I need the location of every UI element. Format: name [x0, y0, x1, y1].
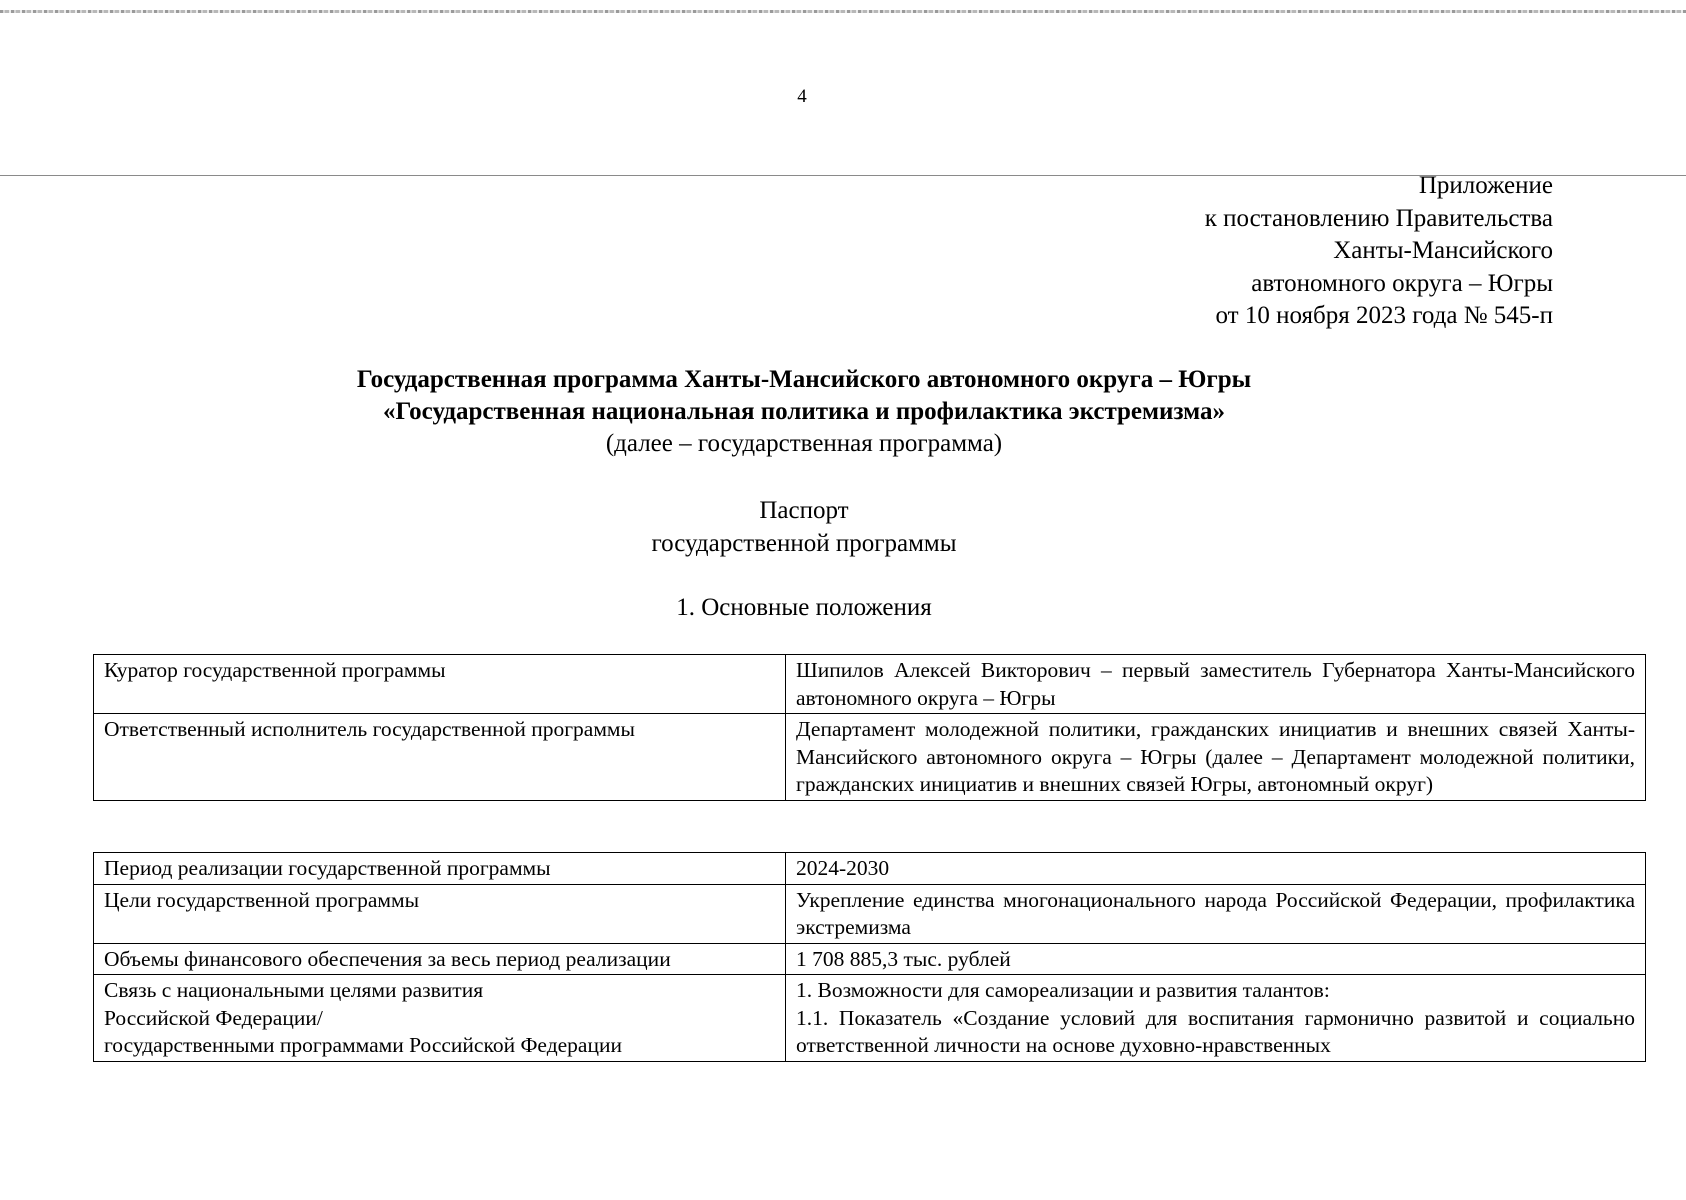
row-value-funding: 1 708 885,3 тыс. рублей [786, 943, 1646, 975]
program-title-note: (далее – государственная программа) [605, 430, 1003, 457]
program-title-line-2: «Государственная национальная политика и профилактика экстремизма» [382, 398, 1226, 425]
table-row [94, 943, 1646, 975]
passport-table-details [93, 852, 1646, 1062]
national-goals-label-line: государственными программами Российской Федерации [104, 1033, 622, 1057]
row-label-goals: Цели государственной программы [94, 884, 786, 943]
table-row [94, 884, 1646, 943]
national-goals-label-line: Российской Федерации/ [104, 1005, 323, 1030]
appendix-line: Приложение [1418, 172, 1553, 199]
row-label-national-goals [94, 975, 786, 1062]
table-row [94, 975, 1646, 1062]
row-value-period: 2024-2030 [786, 853, 1646, 885]
appendix-line: Ханты-Мансийского [1333, 237, 1553, 264]
passport-heading-line-1: Паспорт [759, 497, 849, 524]
scan-top-edge [0, 10, 1686, 13]
passport-heading-line-2: государственной программы [651, 530, 957, 557]
national-goals-value-line: 1.1. Показатель «Создание условий для воспитания гармонично развитой и социально ответственной личности на основе духовно-нравственных [796, 1005, 1635, 1057]
table-row [94, 853, 1646, 885]
appendix-line: автономного округа – Югры [1251, 269, 1553, 297]
row-value-curator: Шипилов Алексей Викторович – первый заместитель Губернатора Ханты-Мансийского автономного округа – Югры [786, 655, 1646, 714]
row-label-funding: Объемы финансового обеспечения за весь период реализации [94, 943, 786, 975]
table-row [94, 714, 1646, 801]
row-value-national-goals [786, 975, 1646, 1062]
row-value-responsible-executor: Департамент молодежной политики, гражданских инициатив и внешних связей Ханты-Мансийского автономного округа – Югры (далее – Департамент молодежной политики, гражданских инициатив и внешних связей Югры, автономный округ) [786, 714, 1646, 801]
row-value-goals: Укрепление единства многонационального народа Российской Федерации, профилактика экстремизма [786, 884, 1646, 943]
program-title [0, 364, 1608, 460]
appendix-line: от 10 ноября 2023 года № 545-п [1215, 302, 1553, 329]
row-label-curator: Куратор государственной программы [94, 655, 786, 714]
program-title-line-1: Государственная программа Ханты-Мансийского автономного округа – Югры [356, 366, 1252, 393]
national-goals-value-line: 1. Возможности для самореализации и развития талантов: [796, 978, 1330, 1002]
table-row [94, 655, 1646, 714]
national-goals-label-line: Связь с национальными целями развития [104, 978, 484, 1002]
appendix-line: к постановлению Правительства [1204, 204, 1553, 232]
row-label-period: Период реализации государственной программы [94, 853, 786, 885]
row-label-responsible-executor: Ответственный исполнитель государственной программы [94, 714, 786, 801]
appendix-block [1205, 170, 1553, 333]
passport-heading [0, 494, 1608, 560]
passport-table-main [93, 654, 1646, 801]
page-number: 4 [797, 86, 807, 107]
section-heading: 1. Основные положения [676, 594, 932, 621]
